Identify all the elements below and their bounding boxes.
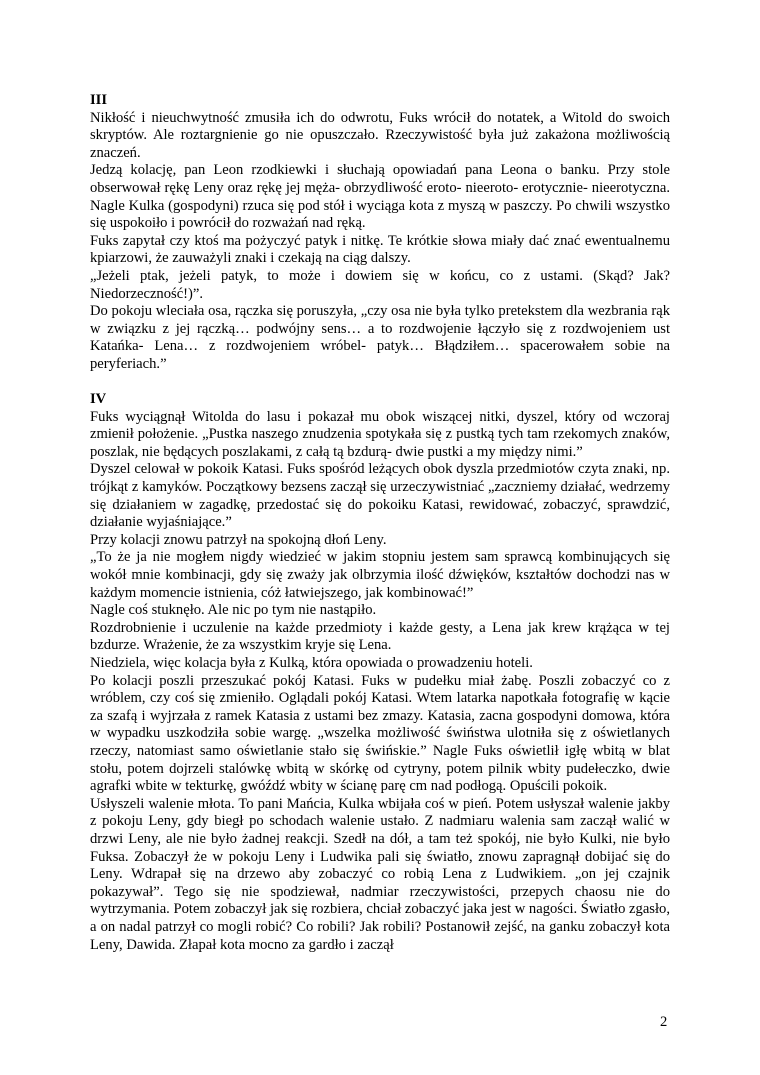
paragraph: Fuks wyciągnął Witolda do lasu i pokazał mu obok wiszącej nitki, dyszel, który od wczoraj zmienił położenie. „Pustka naszego znudzenia spotykała się z pustką tych tam rzekomych znaków, poszlak, nie będących poszlakami, z całą tą bzdurą- dwie pustki a my między nimi.” [90,408,670,460]
paragraph: „Jeżeli ptak, jeżeli patyk, to może i dowiem się w końcu, co z ustami. (Skąd? Jak? Niedorzeczność!)”. [90,267,670,302]
paragraph: Niedziela, więc kolacja była z Kulką, która opowiada o prowadzeniu hoteli. [90,655,533,671]
paragraph: Do pokoju wleciała osa, rączka się poruszyła, „czy osa nie była tylko pretekstem dla wezbrania rąk w związku z jej rączką… podwójny sens… a to rozdwojenie łączyło się z rozdwojeniem ust Katańka- Lena… z rozdwojeniem wróbel- patyk… Błądziłem… spacerowałem sobie na peryferiach.” [90,303,670,372]
paragraph: Usłyszeli walenie młota. To pani Mańcia, Kulka wbijała coś w pień. Potem usłyszał walenie jakby z pokoju Leny, gdy biegł po schodach walenie ustało. Z nadmiaru walenia sam zaczął walić w drzwi Leny, ale nie było żadnej reakcji. Szedł na dół, a tam też spokój, nie było Kulki, nie było Fuksa. Zobaczył że w pokoju Leny i Ludwika pali się światło, znowu zapragnął dobijać się do Leny. Wdrapał się na drzewo aby zobaczyć co robią Lena z Ludwikiem. „on jej czajnik pokazywał”. Tego się nie spodziewał, nadmiar rzeczywistości, przepych chaosu nie do wytrzymania. Potem zobaczył jak się rozbiera, chciał zobaczyć jaka jest w nagości. Światło zgasło, a on nadal patrzył co mogli robić? Co robili? Jak robili? Postanowił zejść, na ganku zobaczył kota Leny, Dawida. Złapał kota mocno za gardło i zaczął [90,795,670,953]
document-body [90,92,670,954]
section-heading-iii: III [90,92,108,108]
paragraph: Rozdrobnienie i uczulenie na każde przedmioty i każde gesty, a Lena jak krew krążąca w tej bzdurze. Wrażenie, że za wszystkim kryje się Lena. [90,619,670,654]
paragraph: Nikłość i nieuchwytność zmusiła ich do odwrotu, Fuks wrócił do notatek, a Witold do swoich skryptów. Ale roztargnienie go nie opuszczało. Rzeczywistość była już zakażona możliwością znaczeń. [90,109,670,161]
paragraph: „To że ja nie mogłem nigdy wiedzieć w jakim stopniu jestem sam sprawcą kombinujących się wokół mnie kombinacji, gdy się zważy jak olbrzymia ilość dźwięków, kształtów dochodzi nas w każdym momencie istnienia, cóż łatwiejszego, jak kombinować!” [90,549,670,601]
paragraph: Jedzą kolację, pan Leon rzodkiewki i słuchają opowiadań pana Leona o banku. Przy stole obserwował rękę Leny oraz rękę jej męża- obrzydliwość eroto- nieeroto- erotycznie- nieerotyczna. Nagle Kulka (gospodyni) rzuca się pod stół i wyciąga kota z myszą w paszczy. Po chwili wszystko się uspokoiło i powrócił do rozważań nad ręką. [90,162,670,232]
section-heading-iv: IV [90,391,107,408]
paragraph: Nagle coś stuknęło. Ale nic po tym nie nastąpiło. [90,602,377,619]
page-number: 2 [660,1014,668,1030]
paragraph: Dyszel celował w pokoik Katasi. Fuks spośród leżących obok dyszla przedmiotów czyta znaki, np. trójkąt z kamyków. Początkowy bezsens zaczął się urzeczywistniać „zaczniemy działać, wedrzemy się działaniem w zagadkę, przedostać się do pokoiku Katasi, rewidować, zobaczyć, sprawdzić, działanie wyjaśniające.” [90,461,670,531]
paragraph: Po kolacji poszli przeszukać pokój Katasi. Fuks w pudełku miał żabę. Poszli zobaczyć co z wróblem, czy coś się zmieniło. Oglądali pokój Katasi. Wtem latarka napotkała fotografię w kącie za szafą i wyjrzała z ramek Katasia z ustami bez zmazy. Katasia, zacna gospodyni domowa, która w wypadku uszkodziła sobie wargę. „wszelka możliwość świństwa ulotniła się z oświetlanych rzeczy, natomiast samo oświetlanie stało się świńskie.” Nagle Fuks oświetlił igłę wbitą w blat stołu, potem dojrzeli stalówkę wbitą w skórkę od cytryny, potem pilnik wbity pudełeczko, dwie agrafki wbite w tekturkę, gwóźdź wbity w ścianę parę cm nad podłogą. Opuścili pokoik. [90,672,670,795]
paragraph: Fuks zapytał czy ktoś ma pożyczyć patyk i nitkę. Te krótkie słowa miały dać znać ewentualnemu kpiarzowi, że zauważyli znaki i czekają na ciąg dalszy. [90,232,670,267]
section-spacer [90,374,670,392]
paragraph: Przy kolacji znowu patrzył na spokojną dłoń Leny. [90,531,387,548]
